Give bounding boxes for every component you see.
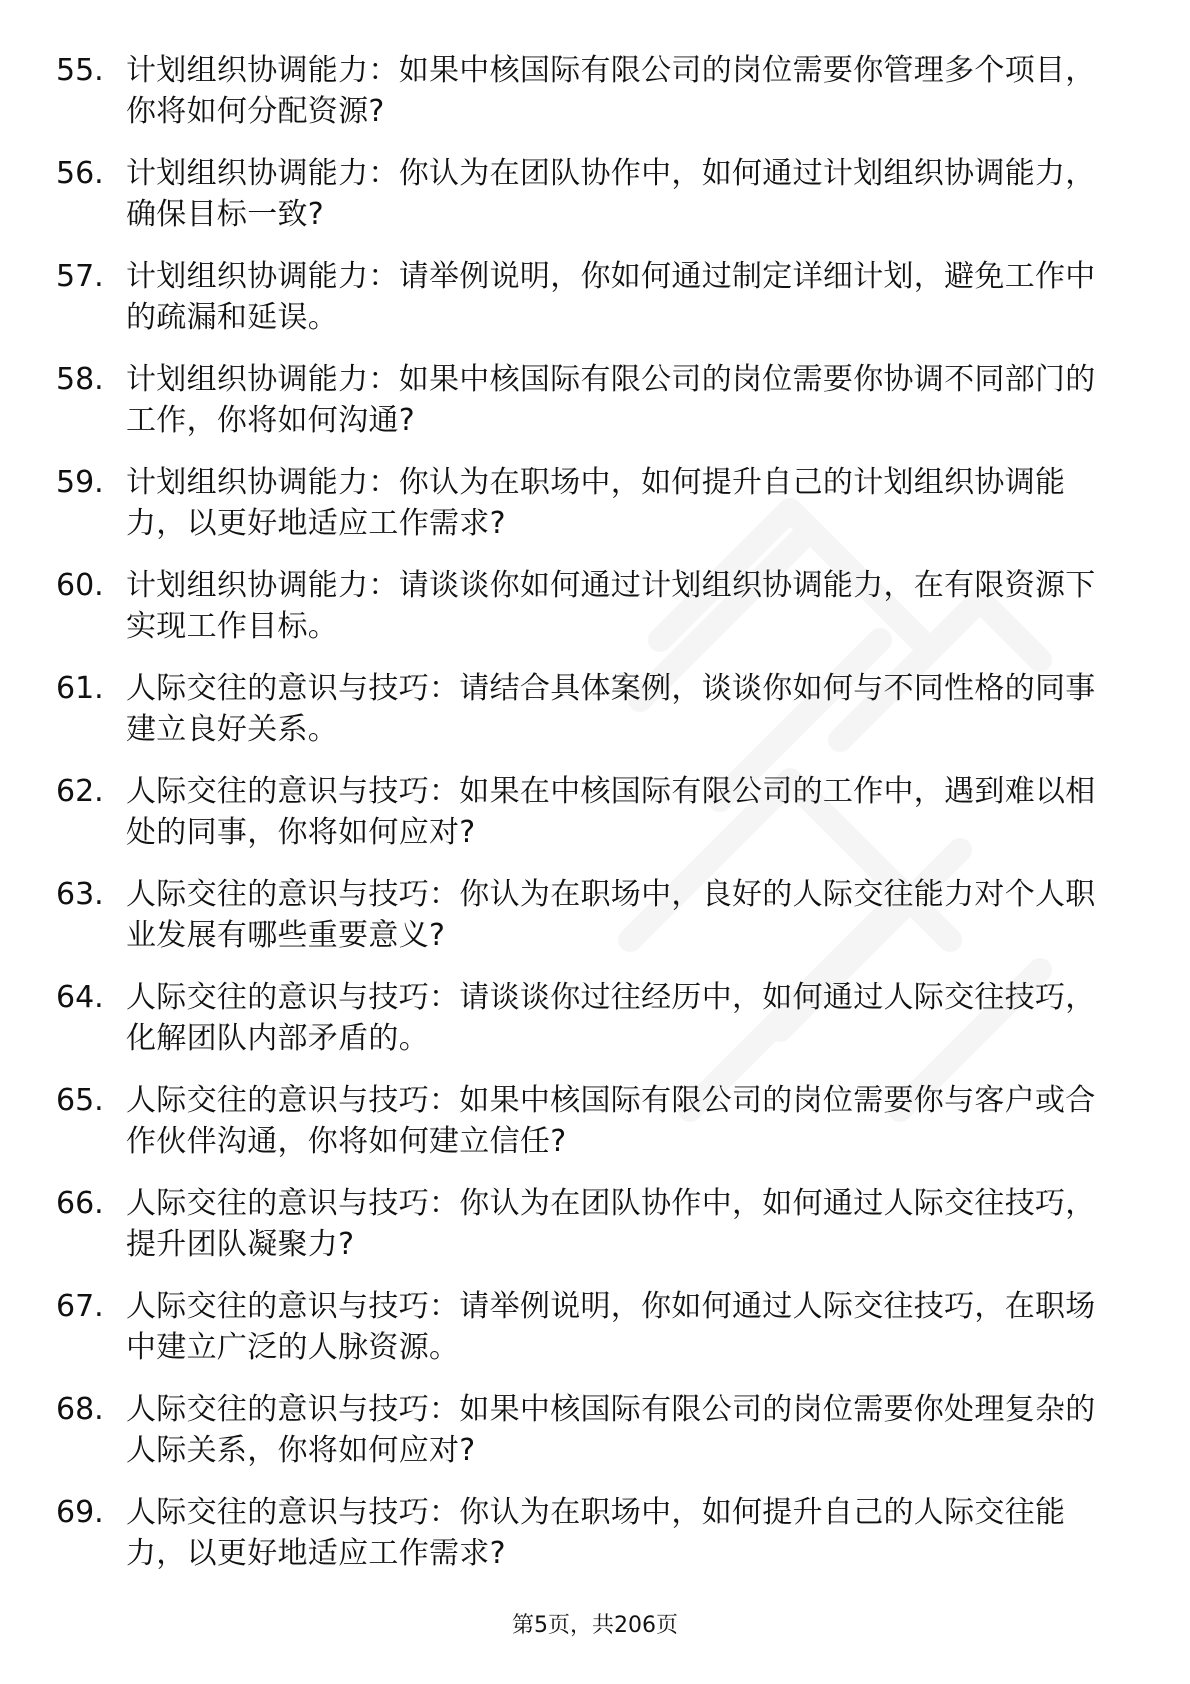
question-item — [56, 1286, 1116, 1368]
question-number: 55. — [56, 53, 104, 88]
question-number: 67. — [56, 1289, 104, 1324]
question-item — [56, 50, 1116, 132]
question-item — [56, 1183, 1116, 1265]
question-text: 计划组织协调能力：如果中核国际有限公司的岗位需要你协调不同部门的工作，你将如何沟通? — [126, 362, 1096, 438]
question-item — [56, 462, 1116, 544]
question-text: 计划组织协调能力：你认为在职场中，如何提升自己的计划组织协调能力，以更好地适应工作需求? — [126, 465, 1066, 541]
question-text: 人际交往的意识与技巧：你认为在职场中，如何提升自己的人际交往能力，以更好地适应工作需求? — [126, 1495, 1066, 1571]
question-text: 计划组织协调能力：请举例说明，你如何通过制定详细计划，避免工作中的疏漏和延误。 — [126, 259, 1096, 335]
question-item — [56, 256, 1116, 338]
question-item — [56, 153, 1116, 235]
question-item — [56, 1080, 1116, 1162]
question-text: 人际交往的意识与技巧：如果中核国际有限公司的岗位需要你与客户或合作伙伴沟通，你将如何建立信任? — [126, 1083, 1096, 1159]
question-list — [56, 50, 1116, 1595]
question-text: 人际交往的意识与技巧：请谈谈你过往经历中，如何通过人际交往技巧，化解团队内部矛盾的。 — [126, 980, 1096, 1056]
question-text: 计划组织协调能力：你认为在团队协作中，如何通过计划组织协调能力，确保目标一致? — [126, 156, 1096, 232]
question-number: 60. — [56, 568, 104, 603]
question-number: 66. — [56, 1186, 104, 1221]
question-number: 62. — [56, 774, 104, 809]
question-number: 59. — [56, 465, 104, 500]
question-number: 69. — [56, 1495, 104, 1530]
question-item — [56, 359, 1116, 441]
question-text: 人际交往的意识与技巧：如果中核国际有限公司的岗位需要你处理复杂的人际关系，你将如何应对? — [126, 1392, 1096, 1468]
question-number: 65. — [56, 1083, 104, 1118]
question-text: 人际交往的意识与技巧：你认为在职场中，良好的人际交往能力对个人职业发展有哪些重要意义? — [126, 877, 1096, 953]
page-footer: 第5页，共206页 — [512, 1613, 678, 1638]
question-number: 58. — [56, 362, 104, 397]
question-item — [56, 565, 1116, 647]
question-number: 68. — [56, 1392, 104, 1427]
question-text: 人际交往的意识与技巧：请举例说明，你如何通过人际交往技巧，在职场中建立广泛的人脉资源。 — [126, 1289, 1096, 1365]
question-item — [56, 771, 1116, 853]
question-text: 人际交往的意识与技巧：你认为在团队协作中，如何通过人际交往技巧，提升团队凝聚力? — [126, 1186, 1096, 1262]
question-item — [56, 874, 1116, 956]
question-text: 计划组织协调能力：如果中核国际有限公司的岗位需要你管理多个项目，你将如何分配资源? — [126, 53, 1096, 129]
question-number: 56. — [56, 156, 104, 191]
question-text: 人际交往的意识与技巧：请结合具体案例，谈谈你如何与不同性格的同事建立良好关系。 — [126, 671, 1096, 747]
question-number: 63. — [56, 877, 104, 912]
question-number: 61. — [56, 671, 104, 706]
question-number: 57. — [56, 259, 104, 294]
question-text: 人际交往的意识与技巧：如果在中核国际有限公司的工作中，遇到难以相处的同事，你将如何应对? — [126, 774, 1096, 850]
question-item — [56, 1389, 1116, 1471]
question-item — [56, 1492, 1116, 1574]
question-item — [56, 668, 1116, 750]
question-text: 计划组织协调能力：请谈谈你如何通过计划组织协调能力，在有限资源下实现工作目标。 — [126, 568, 1096, 644]
question-item — [56, 977, 1116, 1059]
question-number: 64. — [56, 980, 104, 1015]
